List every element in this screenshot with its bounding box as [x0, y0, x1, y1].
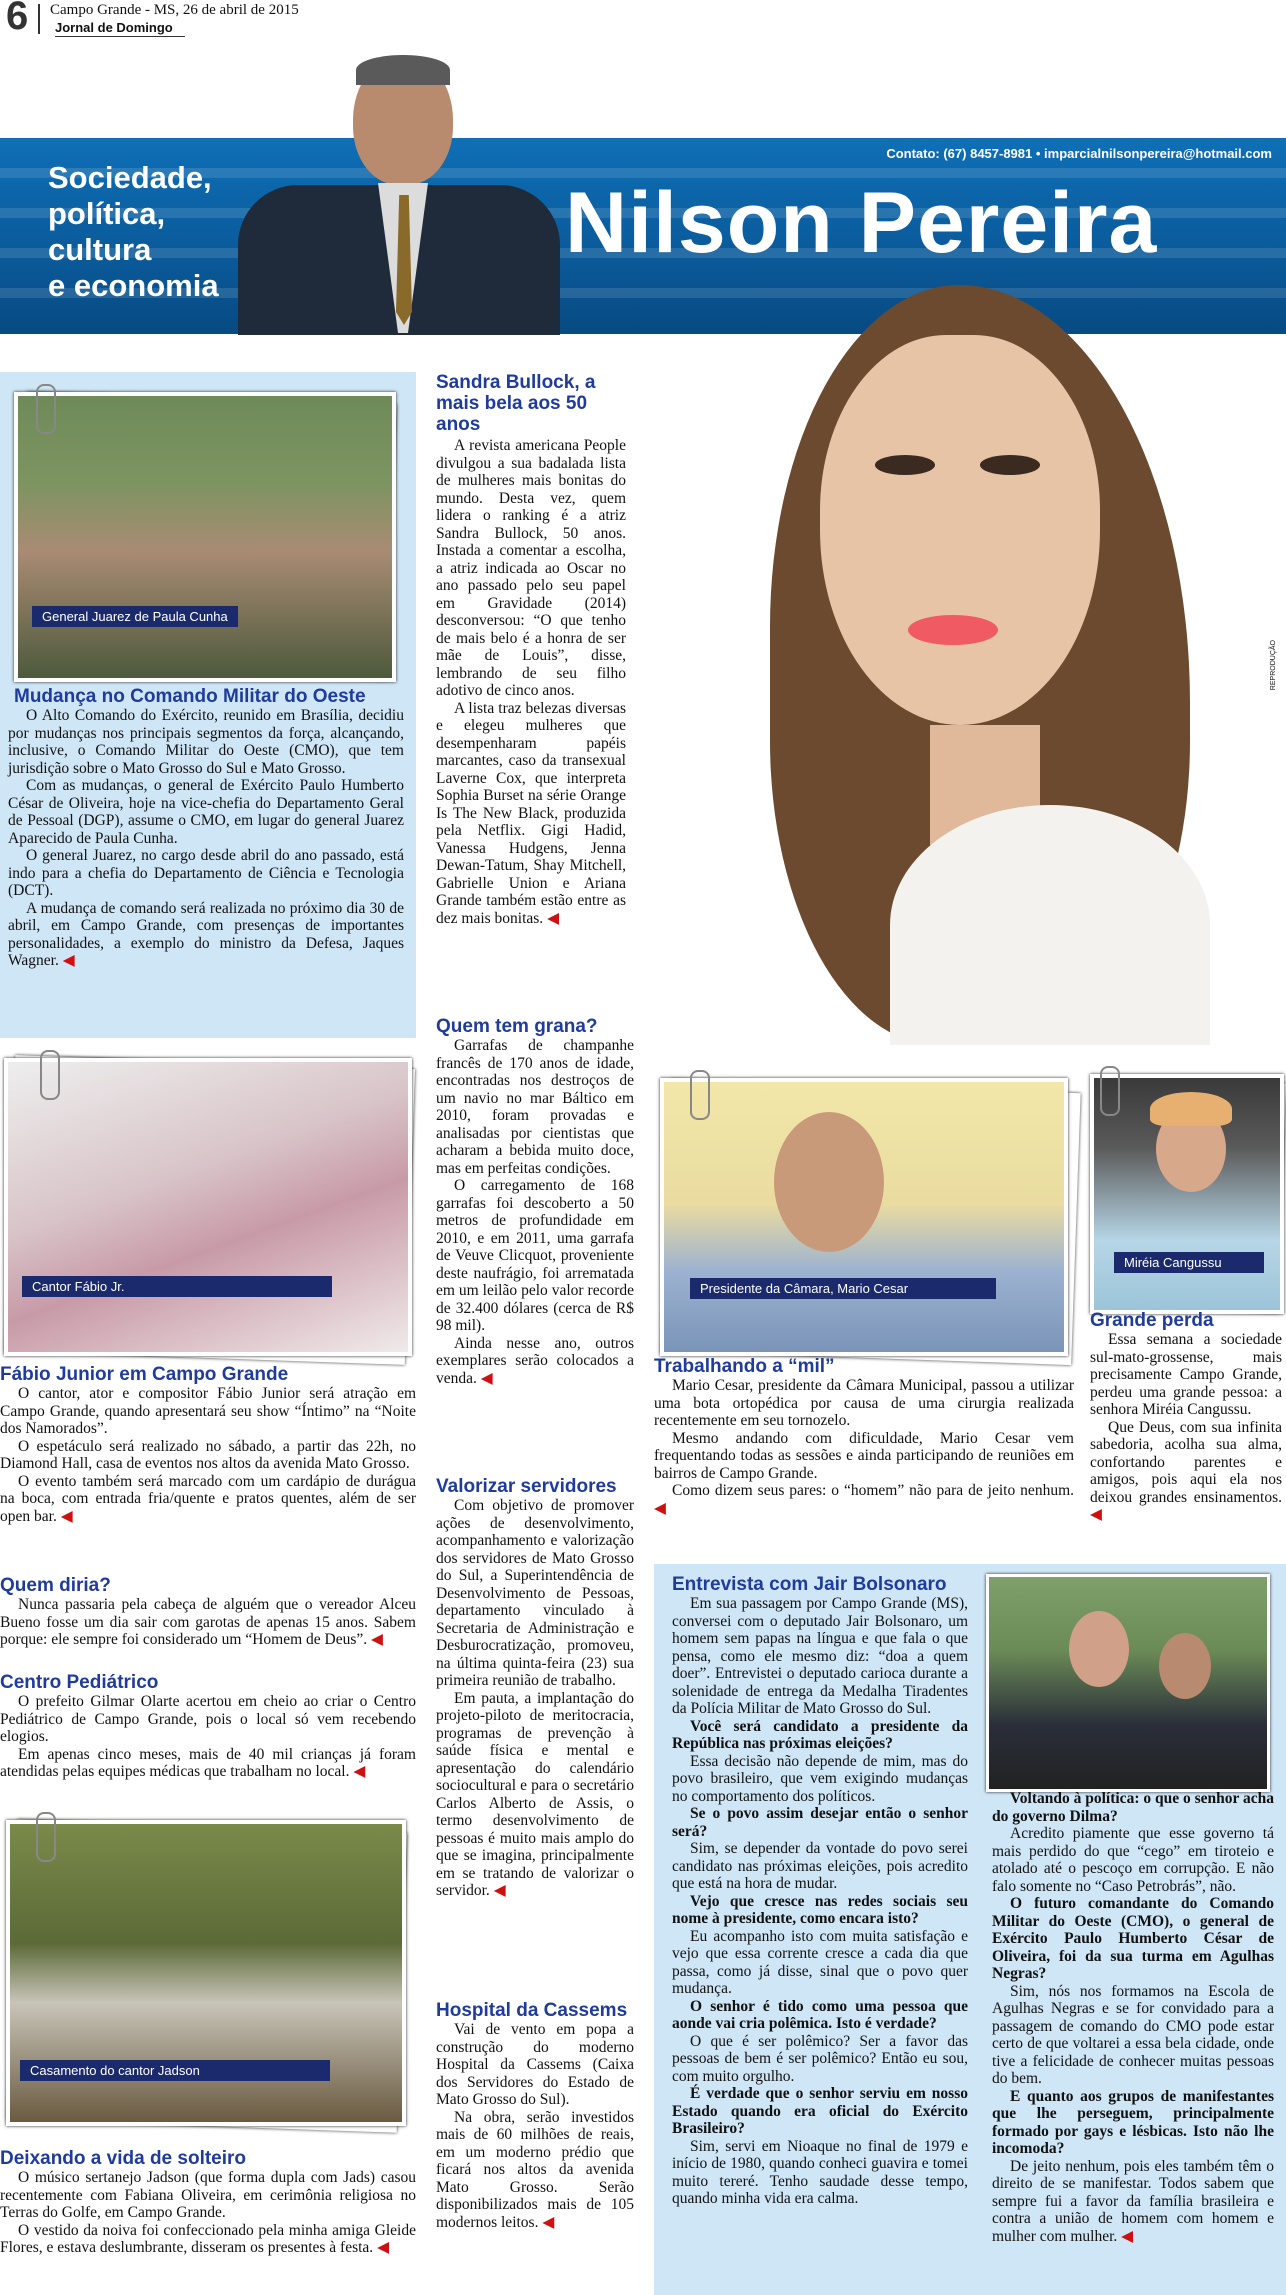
paragraph: Que Deus, com sua infinita sabedoria, acolha sua alma, confortando parentes e amigos, pois aqui ela nos deixou grandes ensinamentos. [1090, 1418, 1282, 1506]
article-title: Deixando a vida de solteiro [0, 2148, 247, 2169]
paperclip-icon [36, 384, 56, 434]
question: O futuro comandante do Comando Militar do Oeste (CMO), o general de Exército Paulo Humberto César de Oliveira, foi da sua turma em Agulhas Negras? [992, 1895, 1274, 1982]
article-title: Centro Pediátrico [0, 1672, 159, 1693]
article-jadson [0, 2148, 416, 2257]
photo-caption: Cantor Fábio Jr. [22, 1276, 332, 1297]
end-mark-icon: ◀ [1090, 1506, 1102, 1523]
article-centro-pediatrico [0, 1672, 416, 1781]
photo-caption: Casamento do cantor Jadson [20, 2060, 330, 2081]
article-valorizar-servidores [436, 1476, 634, 1900]
end-mark-icon: ◀ [60, 1507, 73, 1525]
mario-cesar-photo [660, 1078, 1068, 1356]
end-mark-icon: ◀ [547, 909, 559, 927]
article-quem-diria [0, 1575, 416, 1649]
question: Se o povo assim desejar então o senhor será? [672, 1805, 968, 1840]
bolsonaro-photo [986, 1574, 1270, 1792]
end-mark-icon: ◀ [542, 2213, 555, 2231]
article-grande-perda [1090, 1310, 1282, 1524]
sandra-bullock-photo [640, 245, 1286, 1045]
answer: O que é ser polêmico? Ser a favor das pessoas de bem é ser polêmico? Então eu sou, com muito orgulho. [672, 2032, 968, 2085]
paragraph: Nunca passaria pela cabeça de alguém que o vereador Alceu Bueno fosse um dia sair com garotas de apenas 15 anos. Sabem porque: ele sempre foi considerado um “Homem de Deus”. [0, 1596, 416, 1648]
paragraph: Como dizem seus pares: o “homem” não para de jeito nenhum. [672, 1482, 1074, 1499]
paragraph: Com objetivo de promover ações de desenvolvimento, acompanhamento e valorização dos servidores de Mato Grosso do Sul, a Superintendência de Desenvolvimento de Pessoas, departamento vinculado à Secretaria de Administração e Desburocratização, promoveu, na última quinta-feira (23) sua primeira reunião de trabalho. [436, 1497, 634, 1689]
question: Voltando à política: o que o senhor acha do governo Dilma? [992, 1790, 1274, 1825]
fabio-jr-photo [4, 1058, 412, 1356]
article-title: Sandra Bullock, a mais bela aos 50 anos [436, 372, 596, 435]
article-sandra-bullock [436, 372, 626, 927]
contact-info: Contato: (67) 8457-8981 • imparcialnilsonpereira@hotmail.com [886, 146, 1272, 161]
paragraph: O espetáculo será realizado no sábado, a partir das 22h, no Diamond Hall, casa de eventos nos altos da avenida Mato Grosso. [0, 1437, 416, 1472]
paragraph: Vai de vento em popa a construção do moderno Hospital da Cassems (Caixa dos Servidores do Estado de Mato Grosso do Sul). [436, 2021, 634, 2108]
paragraph: O prefeito Gilmar Olarte acertou em cheio ao criar o Centro Pediátrico de Campo Grande, pois o local só vem recebendo elogios. [0, 1693, 416, 1745]
general-juarez-photo [14, 392, 396, 682]
paperclip-icon [1100, 1066, 1120, 1116]
header-rule [55, 36, 185, 37]
article-entrevista-bolsonaro [672, 1574, 968, 2208]
paragraph: Em pauta, a implantação do projeto-piloto de meritocracia, programas de prevenção à saúde física e mental e apresentação do calendário sociocultural e para o secretário Carlos Alberto de Assis, o termo desenvolvimento de pessoas é muito mais amplo do que se imagina, principalmente em se tratando de valorizar o servidor. [436, 1689, 634, 1899]
paragraph: Mesmo andando com dificuldade, Mario Cesar vem frequentando todas as sessões e ainda participando de reuniões em bairros de Campo Grande. [654, 1429, 1074, 1482]
article-trabalhando-a-mil [654, 1356, 1074, 1517]
photo-caption: General Juarez de Paula Cunha [32, 606, 238, 627]
question: O senhor é tido como uma pessoa que aonde vai cria polêmica. Isto é verdade? [672, 1997, 968, 2032]
kicker-line: cultura [48, 232, 152, 267]
paragraph: Mario Cesar, presidente da Câmara Municipal, passou a utilizar uma bota ortopédica por causa de uma cirurgia realizada recentemente em seu tornozelo. [654, 1377, 1074, 1429]
column-kicker [48, 160, 219, 304]
article-title: Grande perda [1090, 1310, 1214, 1331]
page-number: 6 [6, 0, 29, 38]
article-title: Trabalhando a “mil” [654, 1356, 835, 1377]
article-title: Entrevista com Jair Bolsonaro [672, 1574, 947, 1595]
answer: Sim, servi em Nioaque no final de 1979 e início de 1980, quando conheci guavira e tomei muito tereré. Tenho saudade desse tempo, quando minha vida era calma. [672, 2137, 968, 2207]
answer: De jeito nenhum, pois eles também têm o direito de se manifestar. Todos sabem que sempre fui a favor da família brasileira e contra a união de homem com homem e mulher com mulher. [992, 2157, 1274, 2245]
end-mark-icon: ◀ [377, 2239, 389, 2256]
paragraph: O carregamento de 168 garrafas foi descoberto a 50 metros de profundidade em 2010, e em 2011, uma garrafa de Veuve Clicquot, proveniente deste naufrágio, foi arrematada em um leilão pelo valor recorde de 32.400 dólares (cerca de R$ 98 mil). [436, 1177, 634, 1334]
end-mark-icon: ◀ [1121, 2227, 1134, 2245]
question: Vejo que cresce nas redes sociais seu nome à presidente, como encara isto? [672, 1892, 968, 1927]
end-mark-icon: ◀ [480, 1369, 493, 1387]
paragraph: Em apenas cinco meses, mais de 40 mil crianças já foram atendidas pelas equipes médicas que trabalham no local. [0, 1745, 416, 1780]
paragraph: O músico sertanejo Jadson (que forma dupla com Jads) casou recentemente com Fabiana Oliveira, em cerimônia religiosa no Terras do Golfe, em Campo Grande. [0, 2169, 416, 2221]
article-title: Quem tem grana? [436, 1016, 598, 1037]
photo-caption: Miréia Cangussu [1114, 1252, 1264, 1273]
article-title: Valorizar servidores [436, 1476, 617, 1497]
dateline: Campo Grande - MS, 26 de abril de 2015 [50, 2, 299, 18]
paragraph: O vestido da noiva foi confeccionado pela minha amiga Gleide Flores, e estava deslumbrante, disseram os presentes à festa. [0, 2221, 416, 2256]
article-title: Quem diria? [0, 1575, 111, 1596]
answer: Sim, nós nos formamos na Escola de Agulhas Negras e se for convidado para a passagem de comando do CMO pode estar certo de que voltarei a essa bela cidade, onde tive a felicidade de conhecer muitas pessoas do bem. [992, 1982, 1274, 2087]
paragraph: Com as mudanças, o general de Exército Paulo Humberto César de Oliveira, hoje na vice-chefia do Departamento Geral de Pessoal (DGP), assume o CMO, em lugar do general Juarez Aparecido de Paula Cunha. [8, 777, 404, 847]
kicker-line: política, [48, 196, 166, 231]
paragraph: A lista traz belezas diversas e elegeu mulheres que desempenharam papéis marcantes, caso da transexual Laverne Cox, que interpreta Sophia Burset na série Orange Is The New Black, produzida pela Netflix. Gigi Hadid, Vanessa Hudgens, Jenna Dewan-Tatum, Shay Mitchell, Gabrielle Union e Ariana Grande também estão entre as dez mais bonitas. [436, 699, 626, 927]
end-mark-icon: ◀ [353, 1763, 366, 1780]
article-title: Mudança no Comando Militar do Oeste [14, 686, 366, 707]
paperclip-icon [36, 1812, 56, 1862]
end-mark-icon: ◀ [371, 1631, 383, 1648]
kicker-line: e economia [48, 268, 219, 303]
end-mark-icon: ◀ [654, 1499, 666, 1517]
answer: Eu acompanho isto com muita satisfação e vejo que essa corrente cresce a cada dia que passa, como já disse, sinal que o povo quer mudança. [672, 1927, 968, 1997]
photo-credit: REPRODUÇÃO [1270, 640, 1277, 691]
paragraph: Em sua passagem por Campo Grande (MS), conversei com o deputado Jair Bolsonaro, um homem sem papas na língua e que fala o que pensa, como ele mesmo diz: “doa a quem doer”. Entrevistei o deputado carioca durante a solenidade de entrega da Medalha Tiradentes da Polícia Militar de Mato Grosso do Sul. [672, 1595, 968, 1717]
answer: Essa decisão não depende de mim, mas do povo brasileiro, que vem exigindo mudanças no comportamento dos políticos. [672, 1752, 968, 1805]
paragraph: Essa semana a sociedade sul-mato-grossense, mais precisamente Campo Grande, perdeu uma grande pessoa: a senhora Miréia Cangussu. [1090, 1331, 1282, 1418]
article-hospital-cassems [436, 2000, 634, 2231]
answer: Acredito piamente que esse governo tá mais perdido do que “cego” em tiroteio e atolado até o pescoço em corrupção. E não falo somente no “Caso Petrobrás”, não. [992, 1825, 1274, 1895]
paragraph: O evento também será marcado com um cardápio de durágua na boca, com entrada fria/quente e pratos quentes, além de ser open bar. [0, 1472, 416, 1525]
article-title: Fábio Junior em Campo Grande [0, 1364, 289, 1385]
article-cmo [8, 686, 404, 970]
paragraph: Na obra, serão investidos mais de 60 milhões de reais, em um moderno prédio que ficará nos altos da avenida Mato Grosso. Serão disponibilizados mais de 105 modernos leitos. [436, 2108, 634, 2231]
question: E quanto aos grupos de manifestantes que lhe perseguem, principalmente formado por gays e lésbicas. Isto não lhe incomoda? [992, 2087, 1274, 2157]
photo-caption: Presidente da Câmara, Mario Cesar [690, 1278, 996, 1299]
article-quem-tem-grana [436, 1016, 634, 1387]
columnist-name: Nilson Pereira [565, 175, 1158, 271]
header-divider [38, 4, 40, 34]
paragraph: A revista americana People divulgou a sua badalada lista de mulheres mais bonitas do mundo. Desta vez, quem lidera o ranking é a atriz Sandra Bullock, 50 anos. Instada a comentar a escolha, a atriz indicada ao Oscar no ano passado pelo seu papel em Gravidade (2014) desconversou: “O que tenho de mais belo é a honra de ser mãe de Louis”, disse, lembrando de seu filho adotivo de cinco anos. [436, 437, 626, 699]
question: É verdade que o senhor serviu em nosso Estado quando era oficial do Exército Brasileiro? [672, 2085, 968, 2137]
jadson-wedding-photo [6, 1820, 406, 2126]
newspaper-name: Jornal de Domingo [55, 20, 173, 35]
paragraph: A mudança de comando será realizada no próximo dia 30 de abril, em Campo Grande, com presenças de importantes personalidades, a exemplo do ministro da Defesa, Jaques Wagner. [8, 899, 404, 969]
paragraph: O Alto Comando do Exército, reunido em Brasília, decidiu por mudanças nos principais segmentos da força, alcançando, inclusive, o Comando Militar do Oeste (CMO), que tem jurisdição sobre o Mato Grosso do Sul e Mato Grosso. [8, 707, 404, 777]
kicker-line: Sociedade, [48, 160, 212, 195]
interview-continued [992, 1790, 1274, 2245]
end-mark-icon: ◀ [493, 1882, 506, 1899]
paragraph: O general Juarez, no cargo desde abril do ano passado, está indo para a chefia do Departamento de Ciência e Tecnologia (DCT). [8, 847, 404, 899]
paperclip-icon [40, 1050, 60, 1100]
question: Você será candidato a presidente da República nas próximas eleições? [672, 1717, 968, 1752]
end-mark-icon: ◀ [62, 952, 75, 969]
paragraph: Ainda nesse ano, outros exemplares serão colocados a venda. [436, 1334, 634, 1387]
paragraph: Garrafas de champanhe francês de 170 anos de idade, encontradas nos destroços de um navio no mar Báltico em 2010, foram provadas e analisadas por cientistas que acharam a bebida muito doce, mas em perfeitas condições. [436, 1037, 634, 1177]
paperclip-icon [690, 1070, 710, 1120]
paragraph: O cantor, ator e compositor Fábio Junior será atração em Campo Grande, quando apresentará seu show “Íntimo” na “Noite dos Namorados”. [0, 1385, 416, 1437]
article-fabio [0, 1364, 416, 1525]
columnist-photo [238, 55, 560, 335]
answer: Sim, se depender da vontade do povo serei candidato nas próximas eleições, pois acredito que está na hora de mudar. [672, 1840, 968, 1892]
article-title: Hospital da Cassems [436, 2000, 628, 2021]
